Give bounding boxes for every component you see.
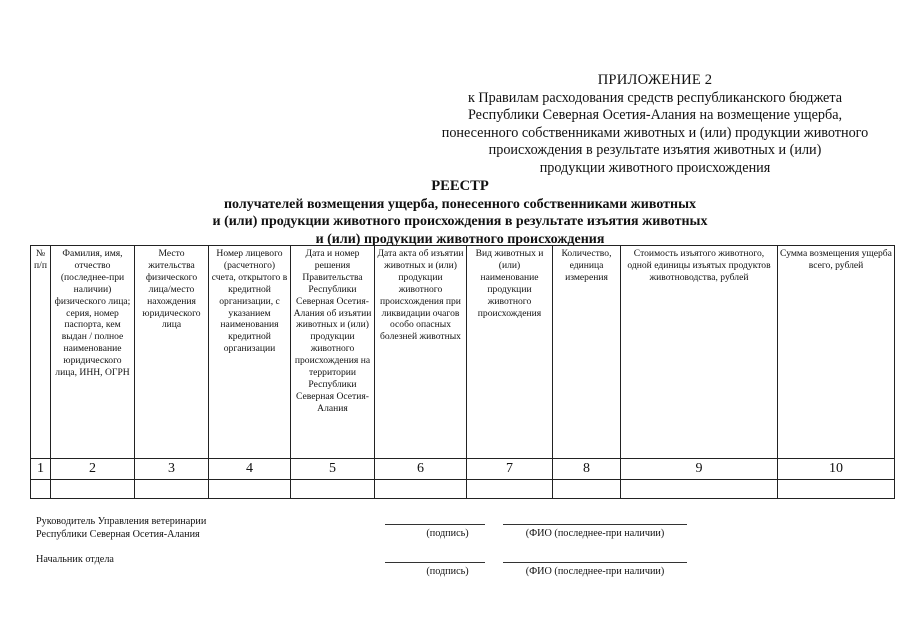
column-header: Сумма возмещения ущерба всего, рублей [778, 246, 895, 459]
registry-heading: РЕЕСТР [431, 178, 489, 194]
column-header: Номер лицевого (расчетного) счета, открытого в кредитной организации, с указанием наименования кредитной организации [209, 246, 291, 459]
registry-table [30, 245, 895, 499]
table-cell [209, 480, 291, 499]
column-header: Место жительства физического лица/место нахождения юридического лица [135, 246, 209, 459]
column-header: № п/п [31, 246, 51, 459]
appendix-title: ПРИЛОЖЕНИЕ 2 [597, 72, 713, 88]
signatory-dept-label: Начальник отдела [36, 554, 114, 565]
column-number-row [31, 459, 895, 480]
column-header: Дата и номер решения Правительства Республики Северная Осетия-Алания об изъятии животных и (или) продукции животного происхождения на территории Республики Северная Осетия-Алания [291, 246, 375, 459]
column-number: 8 [553, 459, 621, 480]
registry-title [160, 178, 760, 248]
table-cell [291, 480, 375, 499]
table-cell [467, 480, 553, 499]
table-row [31, 480, 895, 499]
signatory-head-label [36, 516, 206, 541]
signature-line [385, 562, 485, 563]
signatory-line: Республики Северная Осетия-Алания [36, 528, 200, 540]
signature-line [385, 524, 485, 525]
appendix-line: продукции животного происхождения [539, 159, 771, 176]
table-cell [51, 480, 135, 499]
name-line [503, 524, 687, 525]
appendix-line: происхождения в результате изъятия животных и (или) [488, 142, 822, 158]
table-cell [135, 480, 209, 499]
table-cell [621, 480, 778, 499]
appendix-line: Республики Северная Осетия-Алания на возмещение ущерба, [467, 107, 843, 123]
name-caption: (ФИО (последнее-при наличии) [525, 528, 665, 539]
column-number: 3 [135, 459, 209, 480]
column-number: 7 [467, 459, 553, 480]
registry-subtitle-line: и (или) продукции животного происхождения в результате изъятия животных [212, 214, 708, 229]
appendix-header [420, 72, 890, 177]
registry-subtitle-line: и (или) продукции животного происхождения [315, 231, 605, 247]
column-number: 9 [621, 459, 778, 480]
table-cell [778, 480, 895, 499]
column-number: 4 [209, 459, 291, 480]
name-line [503, 562, 687, 563]
column-number: 2 [51, 459, 135, 480]
column-header: Вид животных и (или) наименование продукции животного происхождения [467, 246, 553, 459]
column-header: Фамилия, имя, отчество (последнее-при наличии) физического лица; серия, номер паспорта, кем выдан / полное наименование юридического лица, ИНН, ОГРН [51, 246, 135, 459]
column-number: 10 [778, 459, 895, 480]
appendix-line: понесенного собственниками животных и (или) продукции животного [441, 124, 869, 141]
table-cell [553, 480, 621, 499]
column-number: 5 [291, 459, 375, 480]
table-cell [31, 480, 51, 499]
table-cell [375, 480, 467, 499]
signatory-line: Руководитель Управления ветеринарии [36, 516, 207, 527]
signature-caption: (подпись) [426, 566, 469, 577]
column-number: 6 [375, 459, 467, 480]
column-header: Стоимость изъятого животного, одной единицы изъятых продуктов животноводства, рублей [621, 246, 778, 459]
column-number: 1 [31, 459, 51, 480]
column-header: Дата акта об изъятии животных и (или) продукции животного происхождения при ликвидации очагов особо опасных болезней животных [375, 246, 467, 459]
signature-caption: (подпись) [426, 528, 469, 539]
column-header: Количество, единица измерения [553, 246, 621, 459]
name-caption: (ФИО (последнее-при наличии) [525, 566, 665, 577]
registry-subtitle-line: получателей возмещения ущерба, понесенного собственниками животных [223, 196, 697, 212]
table-header-row [31, 246, 895, 459]
appendix-line: к Правилам расходования средств республиканского бюджета [467, 89, 843, 106]
